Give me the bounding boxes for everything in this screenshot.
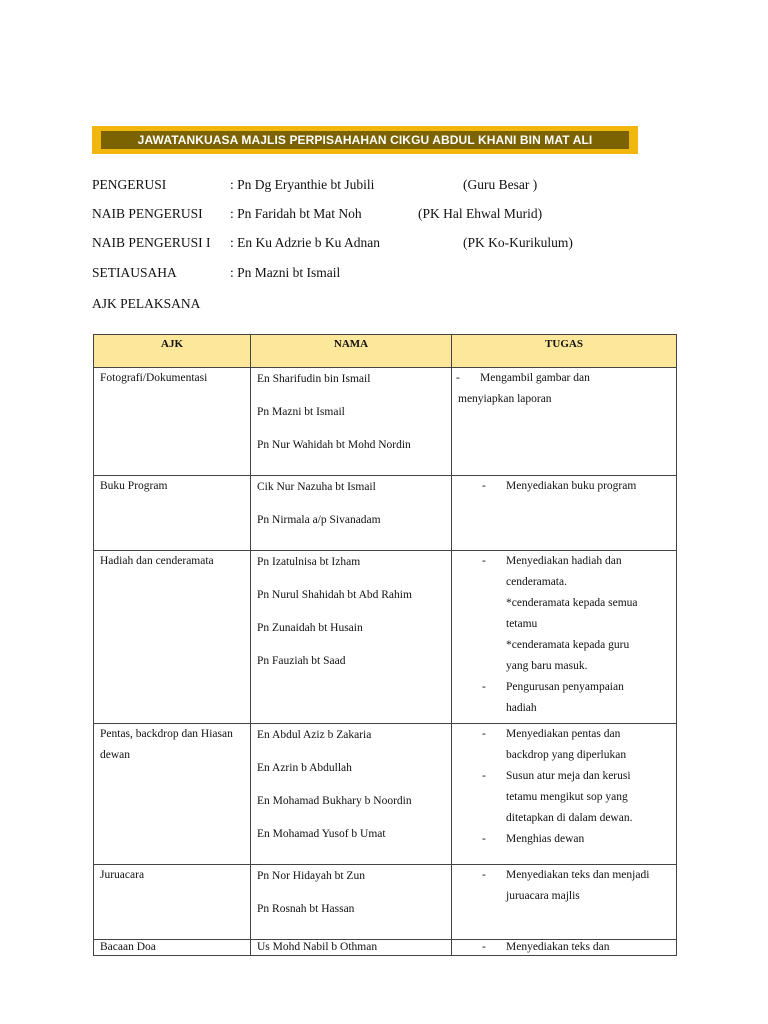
member-name: En Abdul Aziz b Zakaria [257,729,372,741]
task-line: *cenderamata kepada semua [506,597,638,609]
officer-name-secretary: : Pn Mazni bt Ismail [230,265,341,280]
task-line: Menyediakan pentas dan [506,728,621,740]
bullet-dash: - [482,833,486,845]
table-row [94,865,677,940]
task-line: Mengambil gambar dan [480,372,590,384]
task-line: Menyediakan hadiah dan [506,555,622,567]
ajk-cell: Juruacara [94,865,251,940]
committee-table [93,334,677,956]
task-line: yang baru masuk. [506,660,588,672]
task-line: Menyediakan teks dan [506,941,610,953]
tugas-cell [452,551,677,724]
officer-role-vice-chair-2: NAIB PENGERUSI I [92,235,211,250]
task-line: cenderamata. [506,576,567,588]
officer-name-vice-chair: : Pn Faridah bt Mat Noh [230,206,362,221]
tugas-cell [452,724,677,865]
title-banner [92,126,638,154]
member-name: Pn Nirmala a/p Sivanadam [257,514,381,526]
member-name: En Mohamad Bukhary b Noordin [257,795,412,807]
officer-role-vice-chair: NAIB PENGERUSI [92,206,203,221]
tugas-cell [452,476,677,551]
tugas-cell [452,940,677,956]
bullet-dash: - [482,770,486,782]
names-cell [251,724,452,865]
member-name: En Azrin b Abdullah [257,762,352,774]
ajk-cell: Fotografi/Dokumentasi [94,368,251,476]
bullet-dash: - [482,869,486,881]
member-name: En Sharifudin bin Ismail [257,373,371,385]
task-line: Menghias dewan [506,833,585,845]
member-name: Pn Nurul Shahidah bt Abd Rahim [257,589,412,601]
member-name: En Mohamad Yusof b Umat [257,828,386,840]
bullet-dash: - [482,480,486,492]
member-name: Pn Zunaidah bt Husain [257,622,363,634]
member-name: Pn Izatulnisa bt Izham [257,556,361,568]
task-line: hadiah [506,702,537,714]
member-name: Pn Rosnah bt Hassan [257,903,355,915]
task-line: Susun atur meja dan kerusi [506,770,631,782]
table-header-row [94,335,677,368]
bullet-dash: - [482,555,486,567]
officer-name-vice-chair-2: : En Ku Adzrie b Ku Adnan [230,235,380,250]
officer-role-chair: PENGERUSI [92,177,167,192]
bullet-dash: - [456,372,460,384]
tugas-cell [452,368,677,476]
task-line: *cenderamata kepada guru [506,639,630,651]
names-cell [251,865,452,940]
table-row [94,476,677,551]
table-row [94,551,677,724]
header-ajk: AJK [94,335,251,368]
ajk-cell: Pentas, backdrop dan Hiasan dewan [94,724,251,865]
member-name: Cik Nur Nazuha bt Ismail [257,481,376,493]
task-line: Menyediakan buku program [506,480,637,492]
member-name: Pn Nor Hidayah bt Zun [257,870,365,882]
header-tugas: TUGAS [452,335,677,368]
task-line: juruacara majlis [506,890,580,902]
names-cell [251,368,452,476]
task-line: Pengurusan penyampaian [506,681,624,693]
officer-position-chair: (Guru Besar ) [463,177,538,192]
table-row [94,724,677,865]
member-name: Us Mohd Nabil b Othman [257,941,378,953]
names-cell [251,551,452,724]
member-name: Pn Fauziah bt Saad [257,655,346,667]
bullet-dash: - [482,681,486,693]
bullet-dash: - [482,941,486,953]
ajk-cell: Buku Program [94,476,251,551]
member-name: Pn Mazni bt Ismail [257,406,345,418]
ajk-cell: Bacaan Doa [94,940,251,956]
task-line: ditetapkan di dalam dewan. [506,812,633,824]
task-line: menyiapkan laporan [458,393,552,405]
names-cell [251,940,452,956]
task-line: tetamu [506,618,538,630]
table-row [94,940,677,956]
header-nama: NAMA [251,335,452,368]
tugas-cell [452,865,677,940]
member-name: Pn Nur Wahidah bt Mohd Nordin [257,439,411,451]
task-line: backdrop yang diperlukan [506,749,627,761]
table-row [94,368,677,476]
ajk-cell: Hadiah dan cenderamata [94,551,251,724]
officer-role-secretary: SETIAUSAHA [92,265,177,280]
document-title: JAWATANKUASA MAJLIS PERPISAHAHAN CIKGU ABDUL KHANI BIN MAT ALI [101,131,629,149]
names-cell [251,476,452,551]
officer-name-chair: : Pn Dg Eryanthie bt Jubili [230,177,375,192]
officer-position-vice-chair: (PK Hal Ehwal Murid) [418,206,543,221]
officer-position-vice-chair-2: (PK Ko-Kurikulum) [463,235,573,250]
section-label: AJK PELAKSANA [92,296,201,311]
task-line: Menyediakan teks dan menjadi [506,869,650,881]
bullet-dash: - [482,728,486,740]
task-line: tetamu mengikut sop yang [506,791,628,803]
